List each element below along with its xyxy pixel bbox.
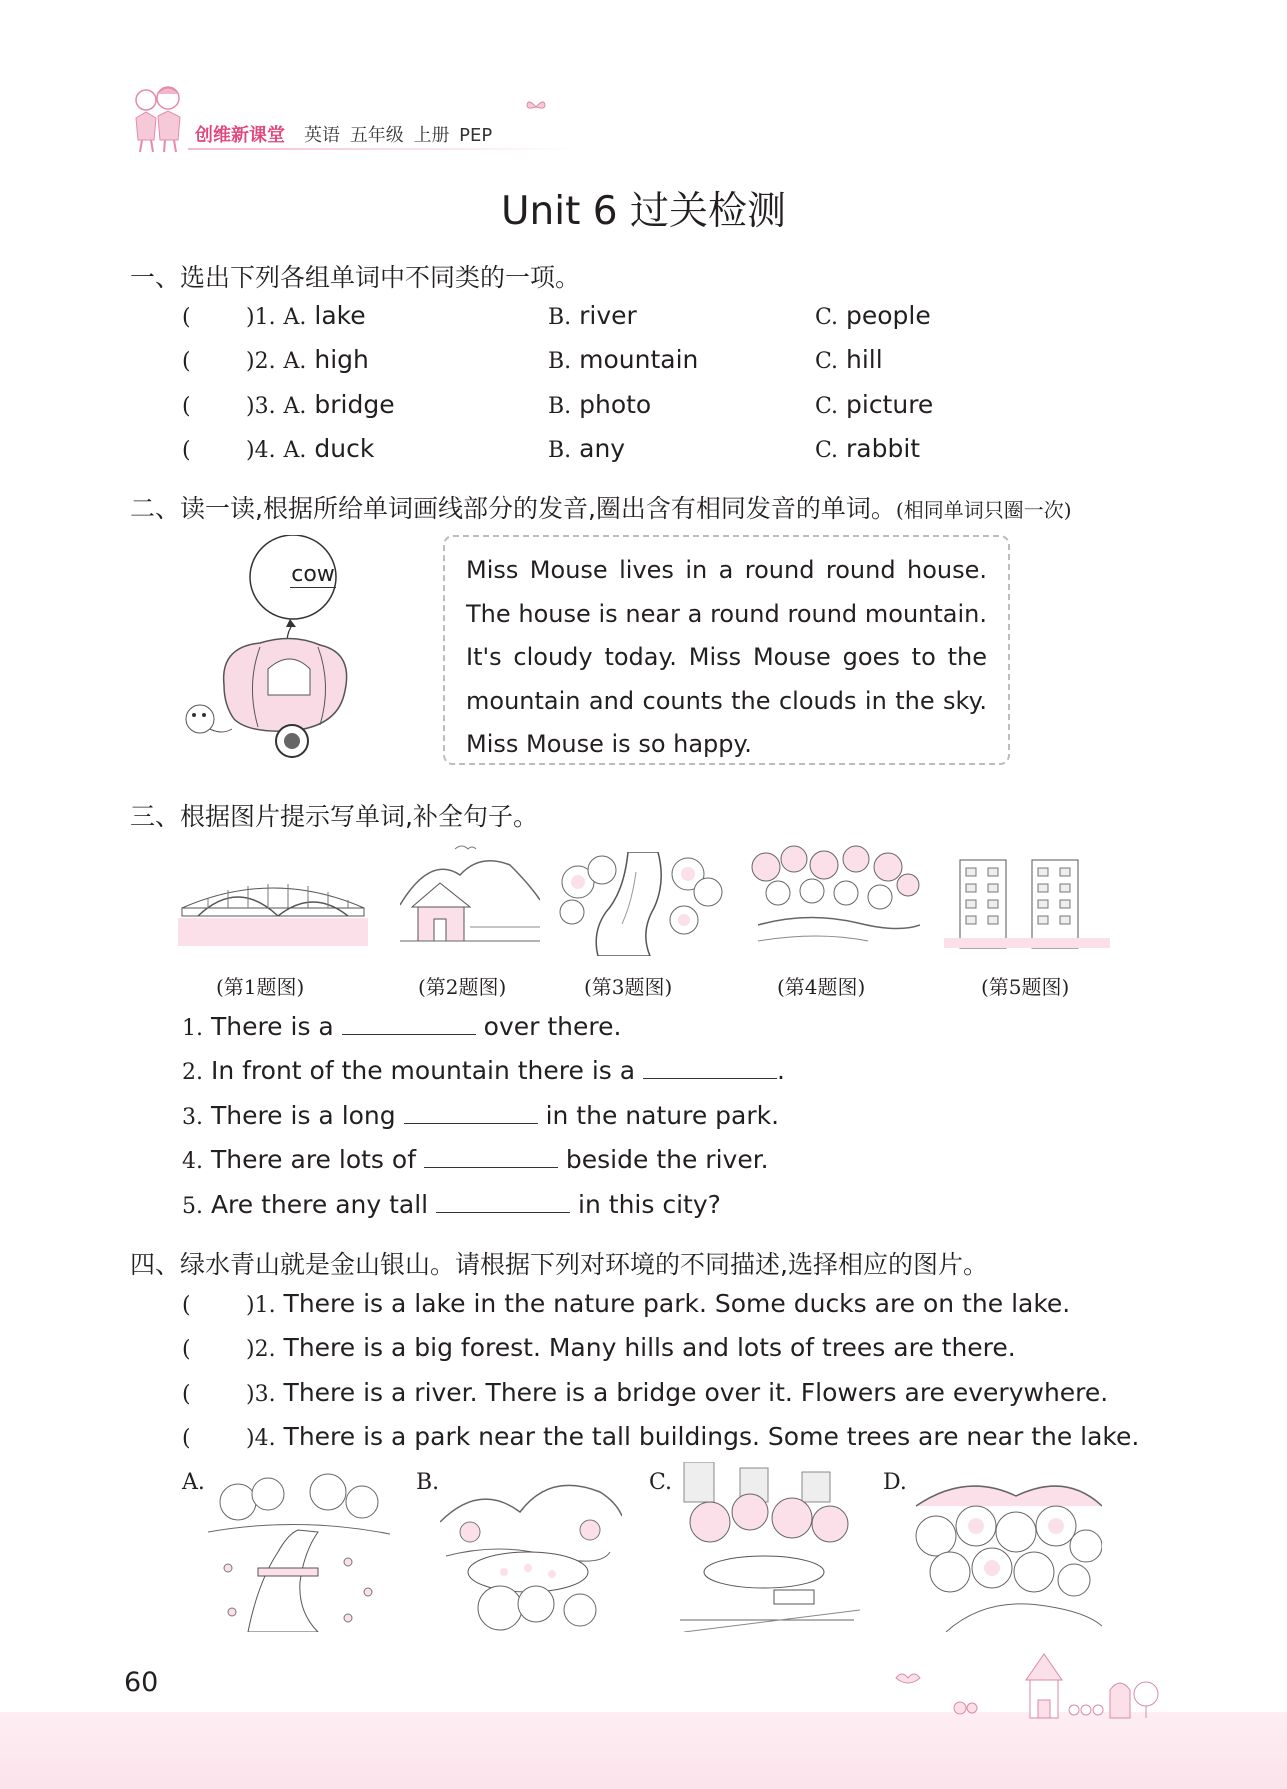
section2-note: (相同单词只圈一次) (895, 498, 1072, 522)
subject-info: 英语 五年级 上册 PEP (304, 125, 493, 146)
item-number: 4. (182, 1149, 203, 1174)
section1-row-number (246, 434, 374, 463)
fill-sentence (182, 1101, 779, 1130)
sentence-before: There is a long (210, 1101, 396, 1130)
balloon-word-text: cow (291, 562, 335, 587)
caption-1: (第1题图) (216, 975, 305, 999)
option-word: people (846, 301, 931, 330)
sentence-after: . (777, 1056, 785, 1085)
house-picture (400, 845, 540, 950)
section2-heading-text: 二、读一读,根据所给单词画线部分的发音,圈出含有相同发音的单词。 (130, 494, 896, 523)
description-text: There is a lake in the nature park. Some ducks are on the lake. (283, 1289, 1071, 1318)
option-c (815, 301, 931, 330)
item-number: 2. (182, 1060, 203, 1085)
option-word: any (579, 434, 626, 463)
item-number: 4. (254, 438, 276, 463)
answer-blank[interactable] (424, 1145, 558, 1168)
item-number: 4. (254, 1426, 276, 1451)
option-letter: A. (283, 394, 307, 419)
section4-row (182, 1289, 191, 1318)
section4-row (182, 1333, 191, 1362)
option-word: hill (846, 345, 883, 374)
fill-sentence (182, 1190, 721, 1219)
option-letter: A. (283, 438, 307, 463)
answer-paren-close: ) (246, 1293, 255, 1318)
section1-row-number (246, 390, 395, 419)
option-b (548, 434, 625, 463)
castle-decoration-icon (880, 1650, 1160, 1720)
caption-2: (第2题图) (418, 975, 507, 999)
answer-paren-close: ) (246, 349, 255, 374)
option-word: bridge (314, 390, 395, 419)
trees-picture (748, 845, 920, 953)
answer-blank[interactable] (404, 1101, 538, 1124)
option-letter: C. (815, 349, 839, 374)
description-text: There is a big forest. Many hills and lots of trees are there. (283, 1333, 1016, 1362)
section1-row-number (246, 301, 366, 330)
sentence-after: in the nature park. (545, 1101, 780, 1130)
section4-row-text (246, 1422, 1139, 1451)
item-number: 3. (254, 1382, 276, 1407)
item-number: 3. (182, 1105, 203, 1130)
answer-paren-open: ( (182, 1382, 191, 1407)
answer-paren-open: ( (182, 394, 191, 419)
page-number: 60 (124, 1667, 159, 1698)
item-number: 1. (182, 1016, 203, 1041)
answer-paren-open: ( (182, 438, 191, 463)
option-word: river (579, 301, 637, 330)
option-c (815, 390, 933, 419)
answer-blank[interactable] (643, 1056, 777, 1079)
section1-row (182, 434, 191, 463)
fill-sentence (182, 1012, 621, 1041)
sentence-after: over there. (483, 1012, 622, 1041)
header-divider (188, 148, 578, 150)
answer-paren-open: ( (182, 305, 191, 330)
section4-row (182, 1422, 191, 1451)
option-word: high (314, 345, 369, 374)
option-label-d: D. (883, 1470, 907, 1495)
answer-paren-close: ) (246, 1337, 255, 1362)
sentence-before: There are lots of (210, 1145, 416, 1174)
section4-row (182, 1378, 191, 1407)
option-c (815, 345, 883, 374)
option-word: photo (579, 390, 652, 419)
option-word: lake (314, 301, 366, 330)
option-c-picture (674, 1462, 860, 1632)
option-word: picture (846, 390, 934, 419)
section4-row-text (246, 1289, 1070, 1318)
section4-row-text (246, 1378, 1108, 1407)
option-word: mountain (579, 345, 699, 374)
caption-5: (第5题图) (981, 975, 1070, 999)
section1-row (182, 390, 191, 419)
item-number: 5. (182, 1194, 203, 1219)
fill-sentence (182, 1056, 785, 1085)
section1-row-number (246, 345, 369, 374)
sentence-after: beside the river. (565, 1145, 769, 1174)
section1-heading: 一、选出下列各组单词中不同类的一项。 (130, 263, 581, 292)
option-word: duck (314, 434, 375, 463)
answer-paren-close: ) (246, 394, 255, 419)
option-a-picture (208, 1472, 390, 1632)
answer-paren-close: ) (246, 305, 255, 330)
option-b-picture (440, 1472, 622, 1632)
description-text: There is a river. There is a bridge over it. Flowers are everywhere. (283, 1378, 1109, 1407)
story-box (443, 535, 1010, 765)
option-label-a: A. (182, 1470, 205, 1495)
sentence-before: In front of the mountain there is a (210, 1056, 636, 1085)
brand-name: 创维新课堂 (195, 125, 285, 146)
option-b (548, 390, 651, 419)
answer-paren-open: ( (182, 349, 191, 374)
option-letter: A. (283, 349, 307, 374)
item-number: 2. (254, 1337, 276, 1362)
page-title: Unit 6 过关检测 (501, 189, 786, 234)
option-letter: B. (548, 305, 572, 330)
option-label-c: C. (649, 1470, 673, 1495)
item-number: 1. (254, 305, 276, 330)
answer-paren-open: ( (182, 1293, 191, 1318)
answer-paren-close: ) (246, 1382, 255, 1407)
item-number: 1. (254, 1293, 276, 1318)
option-letter: C. (815, 394, 839, 419)
river-picture (558, 852, 726, 956)
answer-paren-open: ( (182, 1337, 191, 1362)
section2-heading (130, 489, 1072, 525)
option-b (548, 301, 637, 330)
answer-paren-open: ( (182, 1426, 191, 1451)
option-b (548, 345, 698, 374)
sentence-before: Are there any tall (210, 1190, 429, 1219)
option-word: rabbit (846, 434, 921, 463)
description-text: There is a park near the tall buildings. Some trees are near the lake. (283, 1422, 1140, 1451)
section4-row-text (246, 1333, 1016, 1362)
answer-paren-close: ) (246, 1426, 255, 1451)
caption-4: (第4题图) (777, 975, 866, 999)
answer-paren-close: ) (246, 438, 255, 463)
section3-heading: 三、根据图片提示写单词,补全句子。 (130, 802, 538, 831)
item-number: 3. (254, 394, 276, 419)
option-c (815, 434, 920, 463)
option-label-b: B. (416, 1470, 440, 1495)
option-letter: A. (283, 305, 307, 330)
option-letter: C. (815, 305, 839, 330)
option-letter: B. (548, 394, 572, 419)
bottom-band (0, 1712, 1287, 1789)
option-letter: C. (815, 438, 839, 463)
caption-3: (第3题图) (584, 975, 673, 999)
section4-heading: 四、绿水青山就是金山银山。请根据下列对环境的不同描述,选择相应的图片。 (130, 1250, 988, 1279)
sentence-after: in this city? (578, 1190, 721, 1219)
section1-row (182, 301, 191, 330)
option-d-picture (906, 1476, 1102, 1632)
option-letter: B. (548, 349, 572, 374)
kids-mascot-icon (128, 84, 190, 154)
item-number: 2. (254, 349, 276, 374)
buildings-picture (944, 854, 1110, 954)
sentence-before: There is a (210, 1012, 334, 1041)
page-header (128, 78, 588, 158)
butterfly-icon (525, 98, 547, 116)
story-text: Miss Mouse lives in a round round house. The house is near a round round mountain. It's cloudy today. Miss Mouse goes to the mountain and counts the clouds in the sky. Miss Mouse is so happy. (466, 556, 987, 758)
answer-blank[interactable] (436, 1190, 570, 1213)
section1-row (182, 345, 191, 374)
bridge-picture (178, 868, 368, 948)
balloon-word (260, 562, 366, 587)
answer-blank[interactable] (342, 1012, 476, 1035)
option-letter: B. (548, 438, 572, 463)
fill-sentence (182, 1145, 769, 1174)
